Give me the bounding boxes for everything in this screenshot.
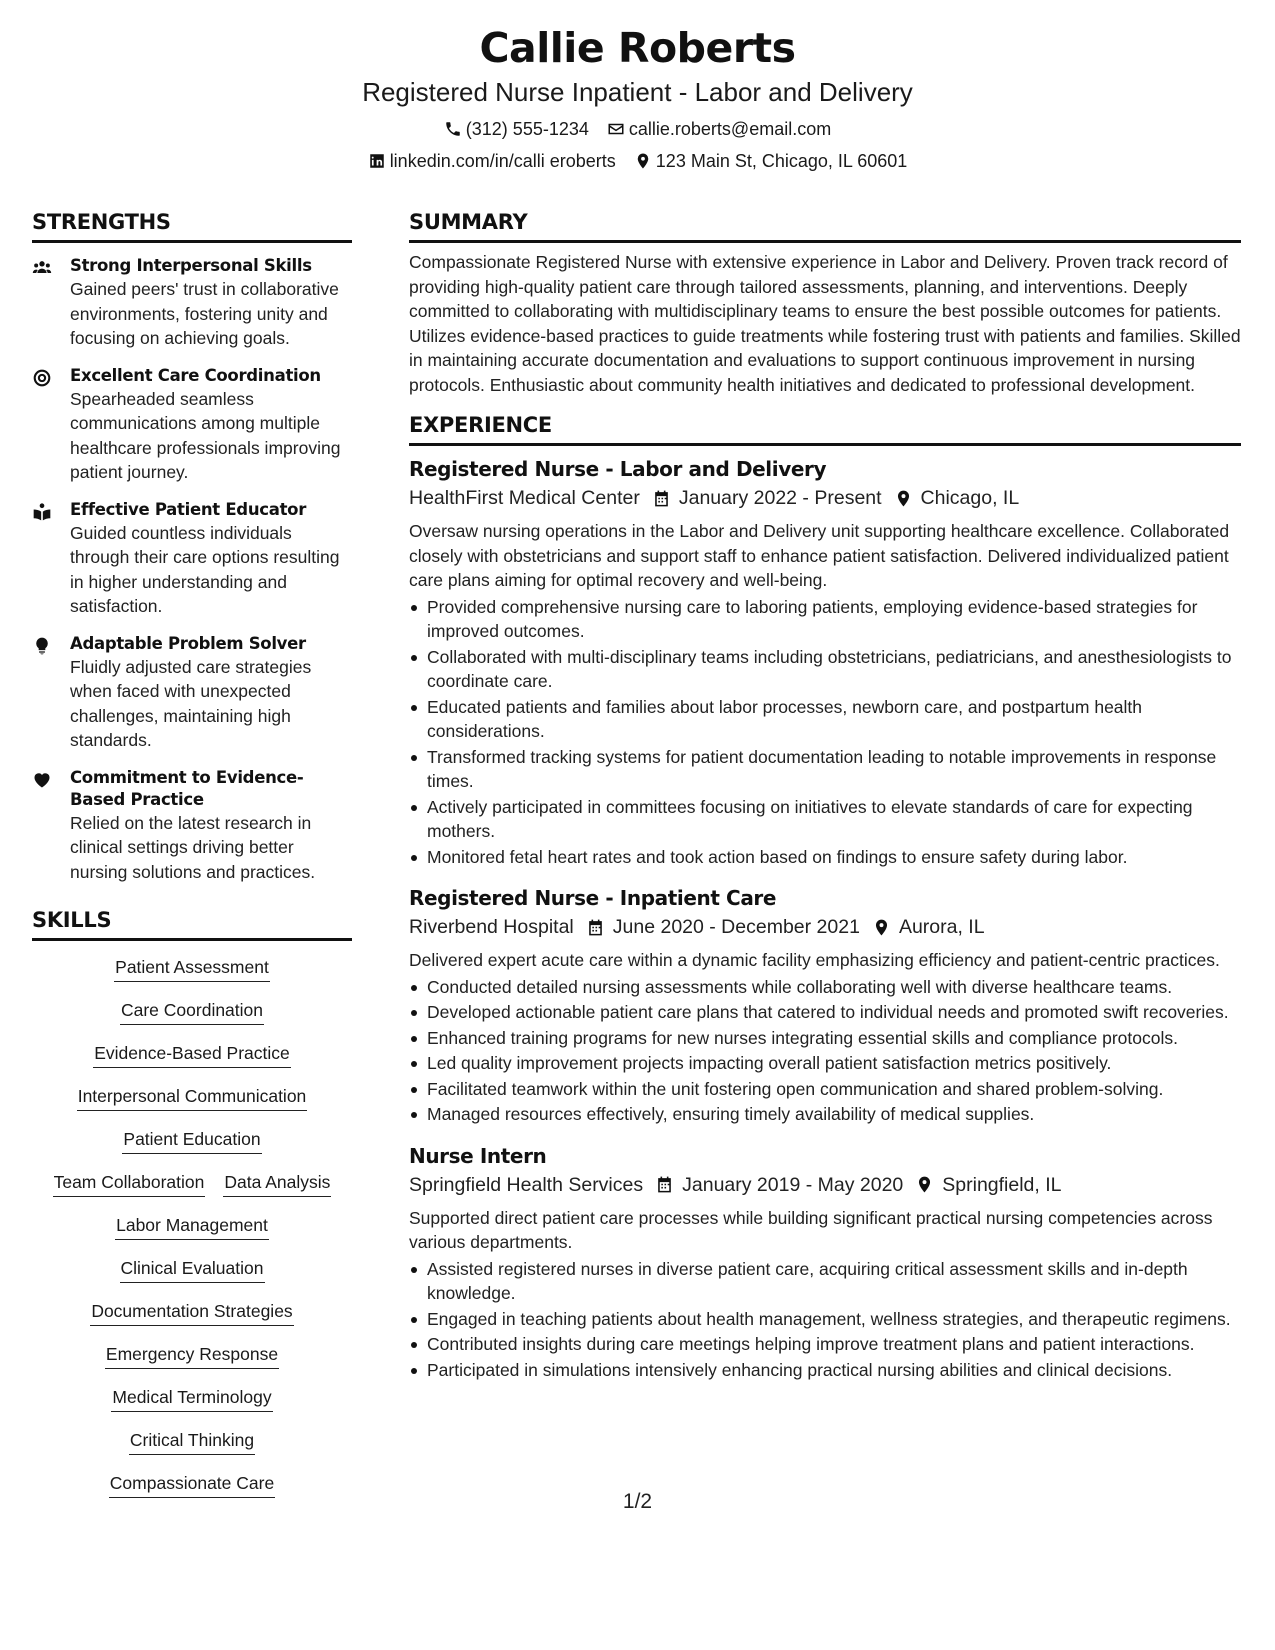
- skill-tag: Clinical Evaluation: [120, 1256, 265, 1283]
- job-entry: [409, 1143, 1241, 1383]
- job-dates-text: January 2019 - May 2020: [682, 1173, 904, 1196]
- strength-desc: Spearheaded seamless communications among multiple healthcare professionals improving patient journey.: [70, 388, 341, 482]
- skill-tag: Documentation Strategies: [90, 1299, 293, 1326]
- skill-tag: Patient Education: [122, 1127, 261, 1154]
- job-location-text: Springfield, IL: [942, 1173, 1062, 1196]
- phone-text: (312) 555-1234: [465, 119, 589, 139]
- contact-linkedin[interactable]: [368, 150, 616, 172]
- job-company: Springfield Health Services: [409, 1173, 644, 1196]
- calendar-icon: [652, 489, 671, 508]
- job-bullet: Led quality improvement projects impacting overall patient satisfaction metrics positively.: [409, 1051, 1241, 1076]
- job-company: HealthFirst Medical Center: [409, 487, 640, 509]
- job-bullet: Enhanced training programs for new nurses integrating essential skills and compliance protocols.: [409, 1026, 1241, 1051]
- contact-line-2: [0, 150, 1275, 172]
- strength-title: Commitment to Evidence-Based Practice: [70, 767, 304, 809]
- job-location: [915, 1171, 1061, 1199]
- email-text[interactable]: callie.roberts@email.com: [628, 119, 832, 139]
- job-bullet: Monitored fetal heart rates and took action based on findings to ensure safety during labor.: [409, 845, 1241, 870]
- strength-item: [32, 767, 352, 885]
- strength-item: [32, 633, 352, 753]
- book-reader-icon: [32, 502, 52, 522]
- skill-tag: Emergency Response: [105, 1342, 279, 1369]
- strength-title: Excellent Care Coordination: [70, 365, 321, 385]
- contact-address: [634, 150, 908, 172]
- job-title: Registered Nurse - Labor and Delivery: [409, 457, 827, 481]
- job-bullet: Conducted detailed nursing assessments while collaborating well with diverse healthcare teams.: [409, 975, 1241, 1000]
- job-location: [894, 484, 1020, 512]
- job-bullet: Contributed insights during care meetings helping improve treatment plans and patient interactions.: [409, 1332, 1241, 1357]
- job-description: Delivered expert acute care within a dynamic facility emphasizing efficiency and patient-centric practices.: [409, 950, 1220, 970]
- summary-heading: SUMMARY: [409, 208, 1241, 243]
- skill-tag: Compassionate Care: [109, 1471, 275, 1498]
- heart-icon: [32, 770, 52, 790]
- job-title: Registered Nurse - Inpatient Care: [409, 886, 777, 910]
- job-bullets: [409, 595, 1241, 870]
- map-pin-icon: [634, 152, 652, 170]
- skills-section: [32, 906, 352, 1498]
- experience-heading: EXPERIENCE: [409, 411, 1241, 446]
- job-bullet: Participated in simulations intensively enhancing practical nursing abilities and clinical decisions.: [409, 1358, 1241, 1383]
- strength-desc: Guided countless individuals through their care options resulting in higher understanding and satisfaction.: [70, 522, 340, 616]
- strength-desc: Gained peers' trust in collaborative environments, fostering unity and focusing on achieving goals.: [70, 279, 339, 348]
- contact-phone: [444, 118, 589, 140]
- users-icon: [32, 258, 52, 278]
- skill-tag: Interpersonal Communication: [77, 1084, 308, 1111]
- job-bullet: Educated patients and families about labor processes, newborn care, and postpartum health considerations.: [409, 695, 1241, 744]
- job-bullet: Assisted registered nurses in diverse patient care, acquiring critical assessment skills and in-depth knowledge.: [409, 1257, 1241, 1306]
- page-number: 1/2: [622, 1490, 653, 1513]
- skill-tag: Critical Thinking: [129, 1428, 255, 1455]
- strengths-heading: STRENGTHS: [32, 208, 352, 243]
- job-meta: [409, 484, 1241, 512]
- job-bullet: Facilitated teamwork within the unit fostering open communication and shared problem-solving.: [409, 1077, 1241, 1102]
- candidate-name: Callie Roberts: [479, 24, 796, 72]
- experience-section: [409, 411, 1241, 1382]
- job-dates-text: January 2022 - Present: [678, 487, 882, 509]
- skill-tag: Team Collaboration: [53, 1170, 206, 1197]
- contact-line-1: [0, 118, 1275, 140]
- map-pin-icon: [872, 918, 891, 937]
- skills-heading: SKILLS: [32, 906, 352, 941]
- strength-item: [32, 255, 352, 351]
- job-bullet: Engaged in teaching patients about health management, wellness strategies, and therapeutic regimens.: [409, 1307, 1241, 1332]
- job-bullets: [409, 1257, 1241, 1383]
- job-location-text: Aurora, IL: [898, 916, 985, 938]
- strength-item: [32, 499, 352, 619]
- strength-title: Strong Interpersonal Skills: [70, 256, 312, 275]
- target-icon: [32, 368, 52, 388]
- calendar-icon: [655, 1175, 674, 1194]
- left-column: [32, 208, 352, 1498]
- strength-item: [32, 365, 352, 485]
- skill-tag: Data Analysis: [223, 1170, 331, 1197]
- summary-text: Compassionate Registered Nurse with extensive experience in Labor and Delivery. Proven track record of providing high-quality patient care through tailored assessments, planning, and interventions. Deeply committed to collaborating with multidisciplinary teams to ensure the best possible outcomes for patients. Utilizes evidence-based practices to guide treatments while fostering trust with patients and families. Skilled in maintaining accurate documentation and evaluations to support continuous improvement in nursing protocols. Enthusiastic about community health initiatives and dedicated to professional development.: [409, 252, 1241, 395]
- strengths-list: [32, 255, 352, 884]
- job-company: Riverbend Hospital: [409, 916, 574, 938]
- job-dates: [655, 1171, 903, 1199]
- candidate-title: Registered Nurse Inpatient - Labor and Delivery: [362, 77, 913, 107]
- job-entry: [409, 456, 1241, 869]
- contact-email[interactable]: [607, 118, 831, 140]
- job-dates-text: June 2020 - December 2021: [612, 916, 860, 938]
- job-bullet: Transformed tracking systems for patient documentation leading to notable improvements in response times.: [409, 745, 1241, 794]
- skill-tag: Labor Management: [115, 1213, 269, 1240]
- strength-title: Effective Patient Educator: [70, 499, 307, 519]
- job-bullet: Collaborated with multi-disciplinary teams including obstetricians, pediatricians, and anesthesiologists to coordinate care.: [409, 645, 1241, 694]
- job-bullet: Managed resources effectively, ensuring timely availability of medical supplies.: [409, 1102, 1241, 1127]
- skill-tag: Medical Terminology: [111, 1385, 272, 1412]
- job-bullet: Actively participated in committees focusing on initiatives to elevate standards of care for expecting mothers.: [409, 795, 1241, 844]
- right-column: [409, 208, 1241, 1383]
- skill-tag: Patient Assessment: [114, 955, 270, 982]
- resume-header: [0, 22, 1275, 172]
- address-text: 123 Main St, Chicago, IL 60601: [655, 151, 908, 171]
- job-dates: [586, 913, 860, 941]
- job-description: Oversaw nursing operations in the Labor and Delivery unit supporting healthcare excellence. Collaborated closely with obstetricians and support staff to enhance patient satisfaction. Delivered individualized patient care plans aiming for optimal recovery and well-being.: [409, 521, 1230, 590]
- skill-tag: Care Coordination: [120, 998, 264, 1025]
- job-description: Supported direct patient care processes while building significant practical nursing competencies across various departments.: [409, 1207, 1213, 1252]
- job-bullet: Developed actionable patient care plans that catered to individual needs and promoted swift recoveries.: [409, 1000, 1241, 1025]
- strength-desc: Relied on the latest research in clinical settings driving better nursing solutions and practices.: [70, 812, 316, 882]
- job-meta: [409, 1171, 1241, 1199]
- calendar-icon: [586, 918, 605, 937]
- job-meta: [409, 913, 1241, 941]
- linkedin-text[interactable]: linkedin.com/in/calli eroberts: [389, 151, 616, 171]
- strength-title: Adaptable Problem Solver: [70, 633, 306, 653]
- job-entry: [409, 885, 1241, 1127]
- map-pin-icon: [915, 1175, 934, 1194]
- strength-desc: Fluidly adjusted care strategies when faced with unexpected challenges, maintaining high standards.: [70, 656, 312, 750]
- linkedin-icon: [368, 152, 386, 170]
- lightbulb-icon: [32, 636, 52, 656]
- phone-icon: [444, 120, 462, 138]
- job-location-text: Chicago, IL: [920, 487, 1020, 509]
- job-location: [872, 913, 985, 941]
- job-bullet: Provided comprehensive nursing care to laboring patients, employing evidence-based strategies for improved outcomes.: [409, 595, 1241, 644]
- map-pin-icon: [894, 489, 913, 508]
- job-title: Nurse Intern: [409, 1143, 547, 1168]
- skills-list: [32, 955, 352, 1498]
- job-dates: [652, 484, 882, 512]
- skill-tag: Evidence-Based Practice: [93, 1041, 291, 1068]
- job-bullets: [409, 975, 1241, 1127]
- envelope-icon: [607, 120, 625, 138]
